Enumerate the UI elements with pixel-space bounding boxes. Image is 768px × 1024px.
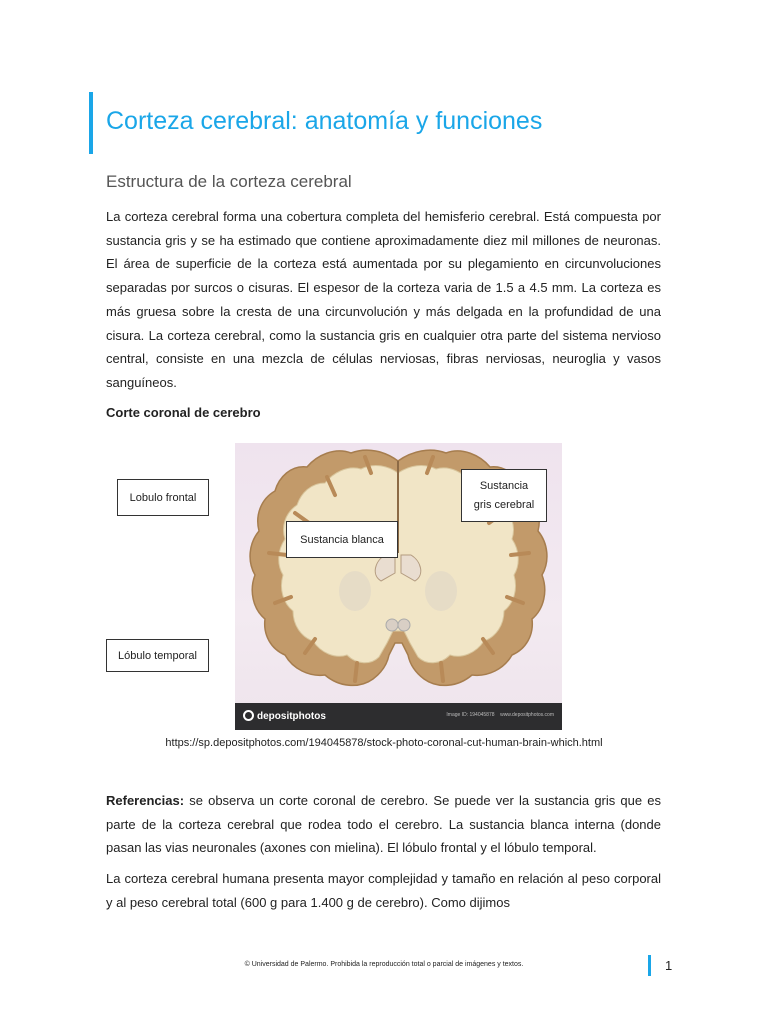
page-title: Corteza cerebral: anatomía y funciones	[106, 107, 543, 135]
intro-paragraph: La corteza cerebral forma una cobertura completa del hemisferio cerebral. Está compuesta por sustancia gris y se ha estimado que contiene aproximadamente diez mil millones de neuronas. El área de superficie de la corteza está aumentada por su plegamiento en circunvoluciones separadas por surcos o cisuras. El espesor de la corteza varia de 1.5 a 4.5 mm. La corteza es más gruesa sobre la cresta de una circunvolución y más delgada en la profundidad de una cisura. La corteza cerebral, como la sustancia gris en cualquier otra parte del sistema nervioso central, consiste en una mezcla de células nerviosas, fibras nerviosas, neuroglia y vasos sanguíneos.	[106, 209, 661, 390]
copyright-footer: © Universidad de Palermo. Prohibida la reproducción total o parcial de imágenes y textos.	[244, 961, 524, 968]
section-subtitle: Estructura de la corteza cerebral	[106, 172, 352, 191]
page-number-accent-bar	[648, 955, 651, 976]
watermark-band	[235, 703, 562, 730]
figure-heading: Corte coronal de cerebro	[106, 405, 261, 420]
label-sustancia-gris: Sustancia gris cerebral	[461, 469, 547, 522]
page-number: 1	[665, 958, 673, 973]
references-text: se observa un corte coronal de cerebro. Se puede ver la sustancia gris que es parte de la corteza cerebral que rodea todo el cerebro. La sustancia blanca interna (donde pasan las vias neuronales (axones con mielina). El lóbulo frontal y el lóbulo temporal.	[106, 793, 661, 856]
references-paragraph	[106, 789, 661, 860]
references-label: Referencias:	[106, 793, 185, 808]
label-sustancia-blanca: Sustancia blanca	[286, 521, 398, 558]
right-basal-ganglia	[425, 571, 457, 611]
label-lobulo-temporal: Lóbulo temporal	[106, 639, 209, 672]
watermark-meta: Image ID: 194045878 www.depositphotos.com	[446, 712, 554, 718]
logo-circle-icon	[243, 710, 254, 721]
left-nucleus	[386, 619, 398, 631]
depositphotos-logo: depositphotos	[243, 710, 326, 722]
complexity-paragraph: La corteza cerebral humana presenta mayor complejidad y tamaño en relación al peso corporal y al peso cerebral total (600 g para 1.400 g de cerebro). Como dijimos	[106, 871, 661, 910]
left-basal-ganglia	[339, 571, 371, 611]
image-source-link[interactable]: https://sp.depositphotos.com/194045878/stock-photo-coronal-cut-human-brain-which.html	[165, 737, 603, 749]
label-lobulo-frontal: Lobulo frontal	[117, 479, 209, 516]
right-nucleus	[398, 619, 410, 631]
title-accent-bar	[89, 92, 93, 154]
